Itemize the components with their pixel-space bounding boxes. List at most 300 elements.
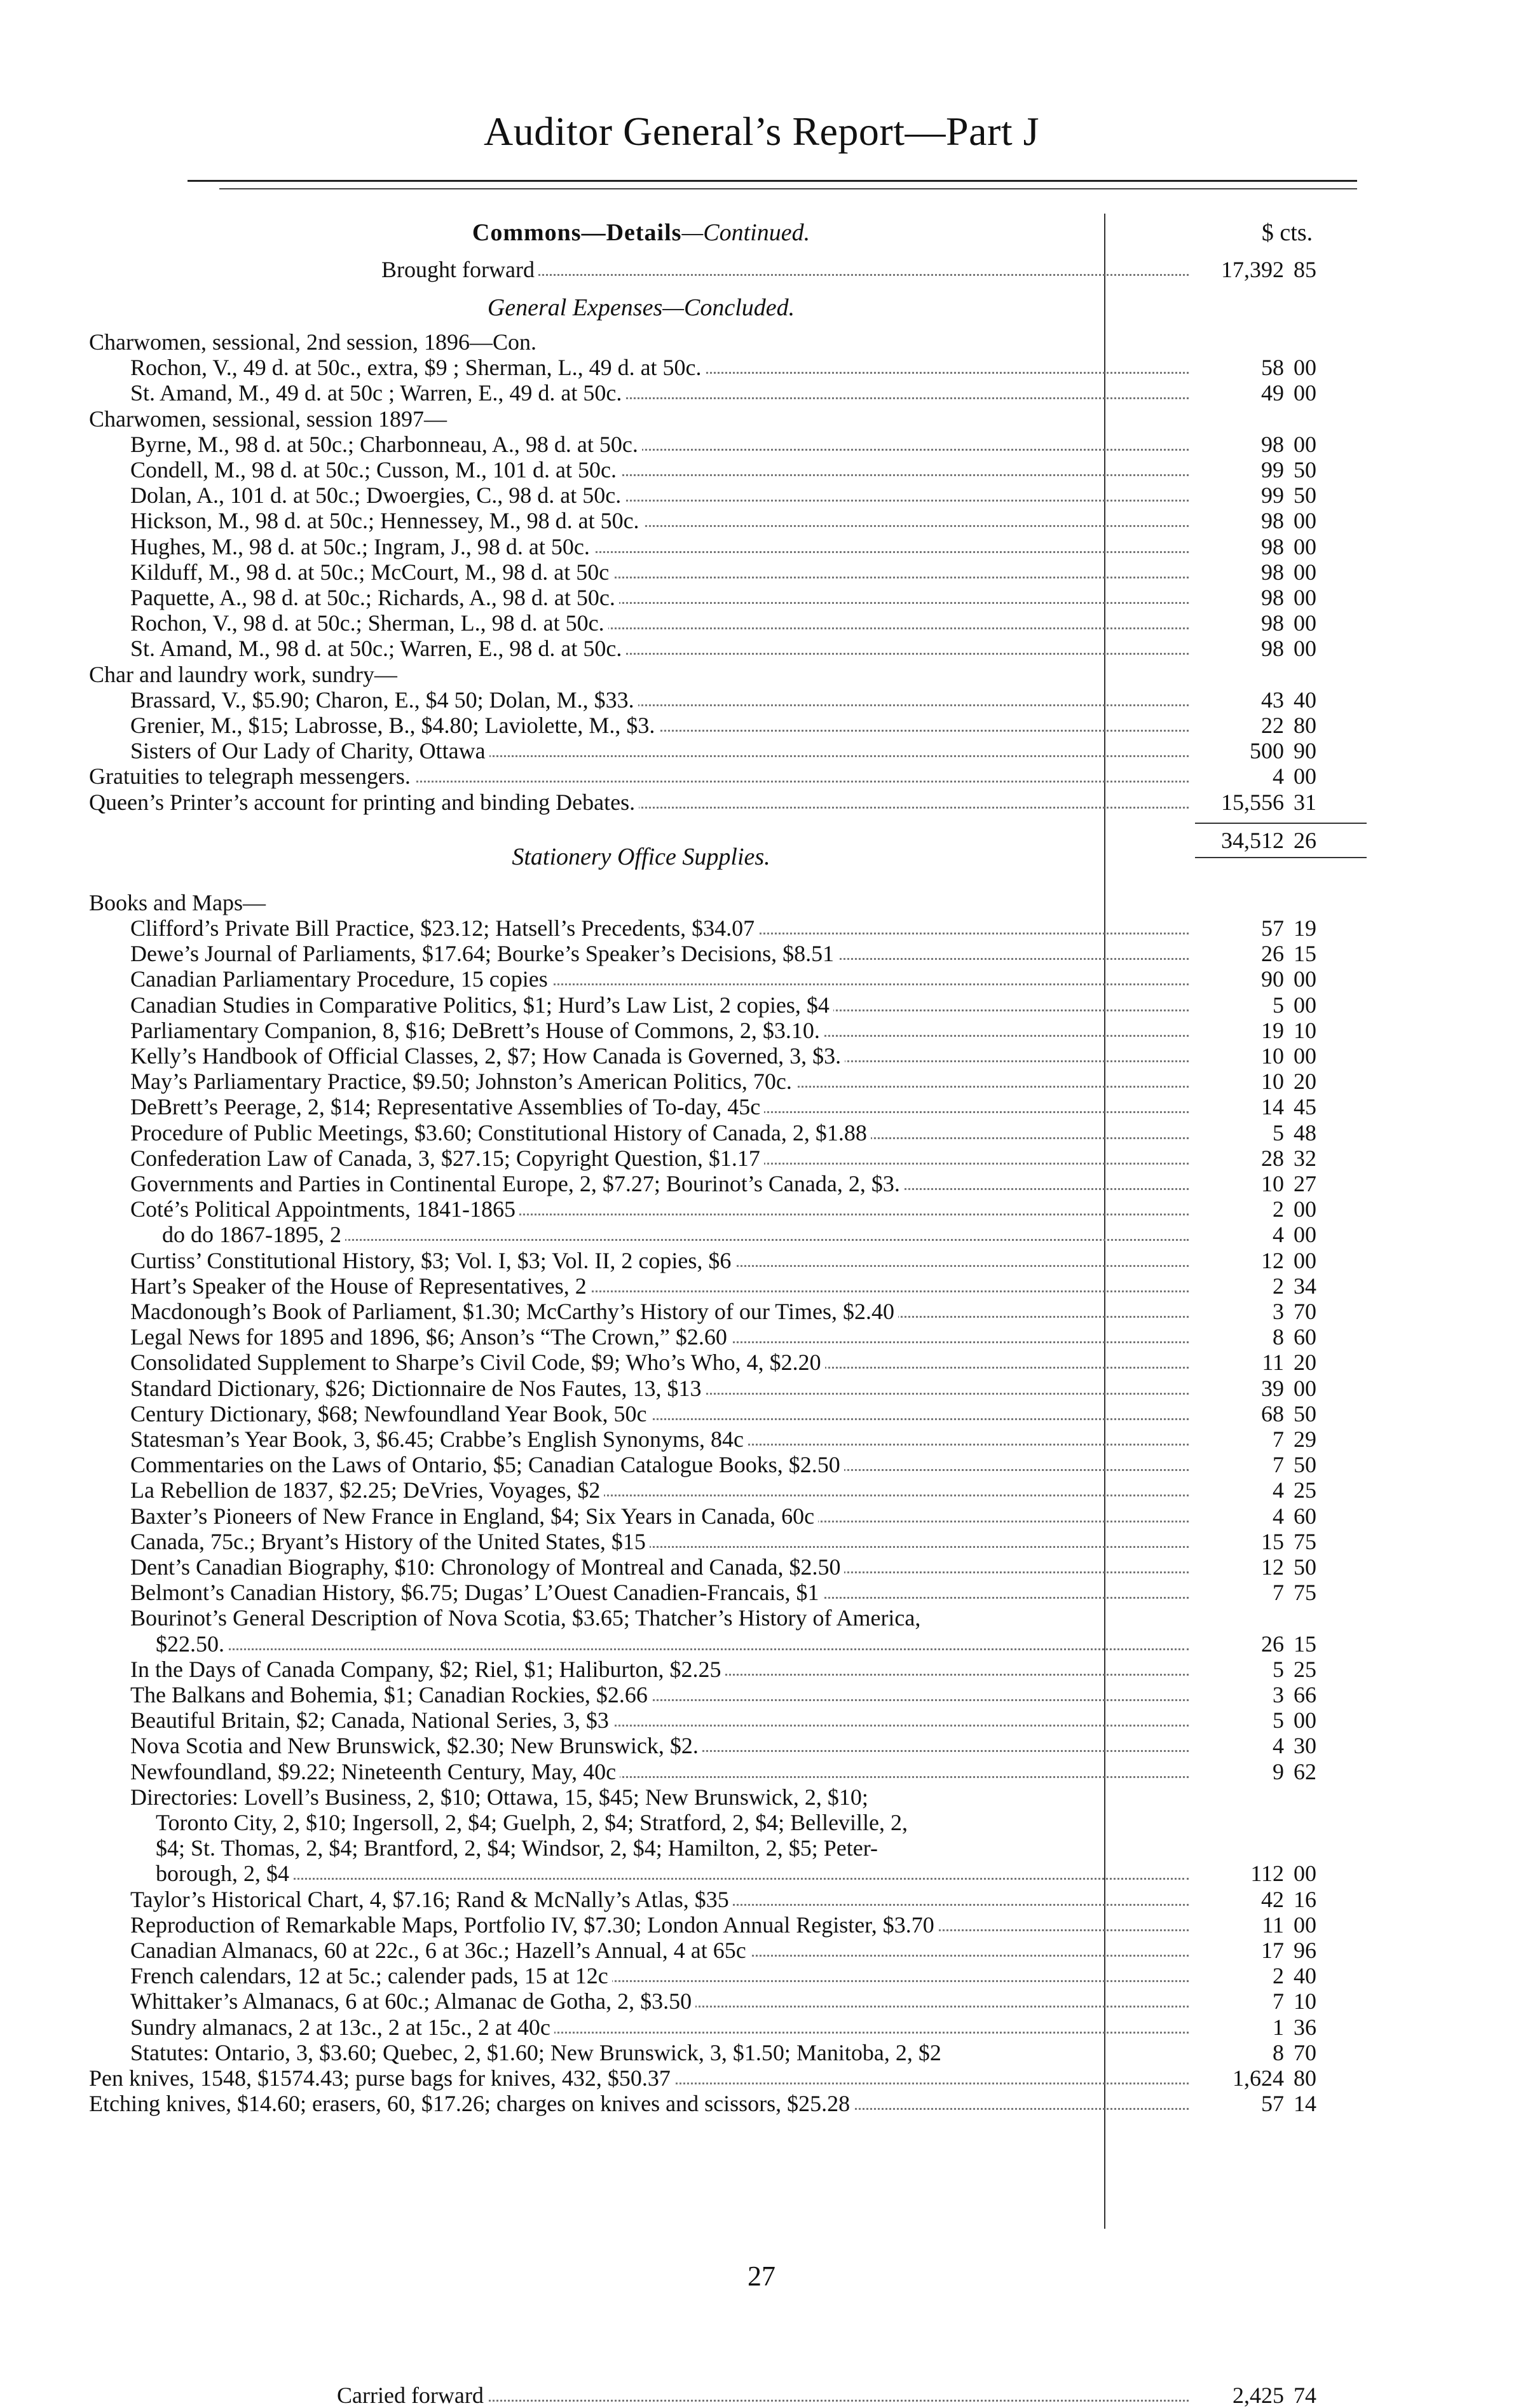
entry-text: Dent’s Canadian Biography, $10: Chronology of Montreal and Canada, $2.50 xyxy=(130,1554,844,1580)
ledger-row xyxy=(89,508,1367,533)
amount-cents: 25 xyxy=(1294,1477,1316,1503)
entry-description xyxy=(130,2015,1189,2040)
entry-text: $4; St. Thomas, 2, $4; Brantford, 2, $4; Windsor, 2, $4; Hamilton, 2, $5; Peter- xyxy=(156,1835,882,1861)
amount-cents: 00 xyxy=(1294,1196,1316,1222)
amount-cents: 00 xyxy=(1294,1707,1316,1734)
entry-description xyxy=(130,941,1189,966)
entry-text: Century Dictionary, $68; Newfoundland Year Book, 50c xyxy=(130,1401,651,1426)
amount-cents: 75 xyxy=(1294,1580,1316,1606)
ledger-row xyxy=(89,1426,1367,1452)
amount-dollars: 26 xyxy=(1261,941,1284,967)
entry-text: St. Amand, M., 98 d. at 50c.; Warren, E., 98 d. at 50c. xyxy=(130,636,625,661)
amount-dollars: 4 xyxy=(1273,763,1284,790)
amount-cents: 75 xyxy=(1294,1528,1316,1554)
amount-dollars: 15,556 xyxy=(1221,789,1284,815)
entry-text: Whittaker’s Almanacs, 6 at 60c.; Almanac de Gotha, 2, $3.50 xyxy=(130,1988,695,2014)
amount-cents: 15 xyxy=(1294,1631,1316,1657)
entry-text: Sisters of Our Lady of Charity, Ottawa xyxy=(130,738,489,763)
amount-cents: 00 xyxy=(1294,585,1316,610)
subsection-title: General Expenses—Concluded. xyxy=(487,294,795,321)
section-heading-continued: —Continued. xyxy=(681,219,810,246)
ledger-row xyxy=(89,457,1367,482)
entry-description xyxy=(130,1963,1189,1988)
entry-description xyxy=(130,2040,1189,2065)
entry-description xyxy=(130,1988,1189,2014)
ledger-row xyxy=(89,2065,1367,2091)
entry-description xyxy=(130,1733,1189,1758)
ledger-row xyxy=(89,534,1367,559)
amount-cents: 27 xyxy=(1294,1171,1316,1196)
entry-description xyxy=(130,1376,1189,1401)
entry-description xyxy=(89,790,1189,815)
entry-text: Taylor’s Historical Chart, 4, $7.16; Rand & McNally’s Atlas, $35 xyxy=(130,1887,733,1912)
ledger-row xyxy=(89,1912,1367,1938)
entry-description xyxy=(156,1631,1189,1657)
amount-dollars: 4 xyxy=(1273,1222,1284,1248)
amount-dollars: 9 xyxy=(1273,1758,1284,1784)
ledger-row xyxy=(89,1887,1367,1912)
entry-description xyxy=(130,1069,1189,1094)
entry-text: Confederation Law of Canada, 3, $27.15; Copyright Question, $1.17 xyxy=(130,1146,764,1171)
ledger-row xyxy=(89,1120,1367,1146)
amount-dollars: 5 xyxy=(1273,1707,1284,1734)
amount-cents: 40 xyxy=(1294,1963,1316,1989)
ledger-row xyxy=(89,610,1367,636)
entry-text: Grenier, M., $15; Labrosse, B., $4.80; Laviolette, M., $3. xyxy=(130,713,659,738)
amount-dollars: 99 xyxy=(1261,457,1284,482)
entry-text: Toronto City, 2, $10; Ingersoll, 2, $4; Guelph, 2, $4; Stratford, 2, $4; Belleville, 2, xyxy=(156,1810,912,1835)
amount-dollars: 98 xyxy=(1261,636,1284,662)
entry-description xyxy=(130,1401,1189,1426)
entry-text: French calendars, 12 at 5c.; calender pads, 15 at 12c xyxy=(130,1963,612,1988)
entry-text: Hughes, M., 98 d. at 50c.; Ingram, J., 98 d. at 50c. xyxy=(130,534,594,559)
ledger-row xyxy=(89,1273,1367,1299)
amount-cents: 00 xyxy=(1294,508,1316,534)
amount-dollars: 7 xyxy=(1273,1988,1284,2015)
amount-dollars: 98 xyxy=(1261,533,1284,559)
entry-text: Coté’s Political Appointments, 1841-1865 xyxy=(130,1196,519,1222)
entry-description xyxy=(130,1426,1189,1452)
entry-text: Hickson, M., 98 d. at 50c.; Hennessey, M., 98 d. at 50c. xyxy=(130,508,643,533)
entry-text: Commentaries on the Laws of Ontario, $5; Canadian Catalogue Books, $2.50 xyxy=(130,1452,844,1477)
entry-description xyxy=(130,1324,1189,1350)
entry-text: borough, 2, $4 xyxy=(156,1861,293,1886)
amount-cents: 29 xyxy=(1294,1426,1316,1452)
ledger-row xyxy=(89,1784,1367,1810)
amount-dollars: 17 xyxy=(1261,1938,1284,1963)
page-number: 27 xyxy=(748,2261,775,2292)
entry-description xyxy=(130,1887,1189,1912)
ledger-row xyxy=(89,992,1367,1018)
entry-text: $22.50. xyxy=(156,1631,228,1657)
amount-dollars: 2,425 xyxy=(1233,2383,1284,2408)
entry-text: Consolidated Supplement to Sharpe’s Civil Code, $9; Who’s Who, 4, $2.20 xyxy=(130,1350,825,1375)
entry-description xyxy=(130,610,1189,636)
entry-text: Clifford’s Private Bill Practice, $23.12; Hatsell’s Precedents, $34.07 xyxy=(130,915,758,941)
amount-cents: 00 xyxy=(1294,763,1316,790)
entry-description xyxy=(130,534,1189,559)
ledger-row xyxy=(89,1324,1367,1350)
entry-description xyxy=(130,1146,1189,1171)
amount-dollars: 26 xyxy=(1261,1631,1284,1657)
amount-dollars: 7 xyxy=(1273,1580,1284,1606)
entry-text: St. Amand, M., 49 d. at 50c ; Warren, E., 49 d. at 50c. xyxy=(130,380,625,406)
entry-text: Byrne, M., 98 d. at 50c.; Charbonneau, A., 98 d. at 50c. xyxy=(130,432,642,457)
amount-dollars: 99 xyxy=(1261,482,1284,509)
amount-dollars: 3 xyxy=(1273,1682,1284,1707)
entry-text: Nova Scotia and New Brunswick, $2.30; New Brunswick, $2. xyxy=(130,1733,702,1758)
entry-text: Governments and Parties in Continental Europe, 2, $7.27; Bourinot’s Canada, 2, $3. xyxy=(130,1171,904,1196)
amount-dollars: 2 xyxy=(1273,1196,1284,1222)
ledger-row xyxy=(89,1018,1367,1043)
entry-text: Rochon, V., 49 d. at 50c., extra, $9 ; Sherman, L., 49 d. at 50c. xyxy=(130,355,706,380)
ledger-row xyxy=(89,1248,1367,1273)
amount-dollars: 98 xyxy=(1261,431,1284,457)
entry-description xyxy=(130,1299,1189,1324)
ledger-row xyxy=(89,1350,1367,1375)
entry-text: Reproduction of Remarkable Maps, Portfolio IV, $7.30; London Annual Register, $3.70 xyxy=(130,1912,938,1938)
amount-dollars: 1 xyxy=(1273,2014,1284,2040)
amount-cents: 10 xyxy=(1294,1017,1316,1043)
entry-text: Statutes: Ontario, 3, $3.60; Quebec, 2, $1.60; New Brunswick, 3, $1.50; Manitoba, 2, $2 xyxy=(130,2040,945,2065)
amount-cents: 00 xyxy=(1294,1247,1316,1273)
ledger-row xyxy=(89,2015,1367,2040)
entry-text: Sundry almanacs, 2 at 13c., 2 at 15c., 2 at 40c xyxy=(130,2015,554,2040)
entry-description xyxy=(130,1707,1189,1733)
amount-dollars: 500 xyxy=(1250,738,1284,764)
entry-description xyxy=(89,406,1189,432)
ledger-row xyxy=(89,1707,1367,1733)
amount-cents: 85 xyxy=(1294,257,1316,282)
ledger-row xyxy=(89,329,1367,355)
entry-text: Etching knives, $14.60; erasers, 60, $17.26; charges on knives and scissors, $25.28 xyxy=(89,2091,854,2116)
ledger-row xyxy=(89,915,1367,941)
ledger-row xyxy=(89,2383,1367,2408)
amount-dollars: 68 xyxy=(1261,1400,1284,1426)
entry-text: Rochon, V., 98 d. at 50c.; Sherman, L., 98 d. at 50c. xyxy=(130,610,608,636)
amount-dollars: 14 xyxy=(1261,1094,1284,1120)
ledger-row xyxy=(89,1196,1367,1222)
ledger-row xyxy=(89,1529,1367,1554)
amount-dollars: 42 xyxy=(1261,1886,1284,1912)
amount-dollars: 22 xyxy=(1261,713,1284,738)
entry-description xyxy=(130,1938,1189,1963)
entry-description xyxy=(130,1350,1189,1375)
ledger-row xyxy=(89,662,1367,687)
ledger-row xyxy=(89,1835,1367,1861)
amount-dollars: 11 xyxy=(1262,1350,1284,1376)
entry-description xyxy=(130,1248,1189,1273)
amount-dollars: 34,512 xyxy=(1221,827,1284,853)
entry-text: Macdonough’s Book of Parliament, $1.30; McCarthy’s History of our Times, $2.40 xyxy=(130,1299,898,1324)
entry-description xyxy=(337,2383,1189,2408)
ledger-row xyxy=(89,1477,1367,1503)
ledger-row xyxy=(89,1657,1367,1682)
amount-cents: 19 xyxy=(1294,915,1316,941)
amount-cents: 00 xyxy=(1294,380,1316,406)
entry-description xyxy=(130,559,1189,585)
amount-dollars: 10 xyxy=(1261,1171,1284,1196)
entry-text: Brassard, V., $5.90; Charon, E., $4 50; Dolan, M., $33. xyxy=(130,687,638,713)
entry-description xyxy=(130,738,1189,763)
entry-description xyxy=(89,329,1189,355)
amount-cents: 00 xyxy=(1294,559,1316,585)
ledger-row xyxy=(89,432,1367,457)
amount-cents: 00 xyxy=(1294,966,1316,992)
amount-dollars: 7 xyxy=(1273,1426,1284,1452)
amount-cents: 50 xyxy=(1294,1452,1316,1478)
amount-cents: 00 xyxy=(1294,355,1316,381)
ledger-row xyxy=(89,1299,1367,1324)
ledger-row xyxy=(89,636,1367,661)
amount-dollars: 57 xyxy=(1261,915,1284,941)
amount-cents: 25 xyxy=(1294,1656,1316,1682)
entry-description xyxy=(130,380,1189,406)
ledger-row xyxy=(89,1503,1367,1529)
entry-description xyxy=(130,1273,1189,1299)
entry-text: Charwomen, sessional, session 1897— xyxy=(89,406,451,432)
amount-cents: 40 xyxy=(1294,687,1316,713)
ledger-row xyxy=(89,1094,1367,1119)
amount-dollars: 7 xyxy=(1273,1452,1284,1478)
amount-dollars: 10 xyxy=(1261,1043,1284,1069)
amount-dollars: 112 xyxy=(1250,1861,1284,1887)
entry-text: Beautiful Britain, $2; Canada, National Series, 3, $3 xyxy=(130,1707,613,1733)
entry-description xyxy=(130,1094,1189,1119)
entry-text: Procedure of Public Meetings, $3.60; Constitutional History of Canada, 2, $1.88 xyxy=(130,1120,871,1146)
amount-dollars: 58 xyxy=(1261,355,1284,381)
entry-text: May’s Parliamentary Practice, $9.50; Johnston’s American Politics, 70c. xyxy=(130,1069,796,1094)
entry-text: Kilduff, M., 98 d. at 50c.; McCourt, M., 98 d. at 50c xyxy=(130,559,613,585)
amount-cents: 60 xyxy=(1294,1324,1316,1350)
entry-description xyxy=(130,1784,1189,1810)
entry-text: Books and Maps— xyxy=(89,890,270,915)
amount-cents: 15 xyxy=(1294,941,1316,967)
entry-text: La Rebellion de 1837, $2.25; DeVries, Voyages, $2 xyxy=(130,1477,604,1503)
amount-dollars: 90 xyxy=(1261,966,1284,992)
entry-text: Queen’s Printer’s account for printing and binding Debates. xyxy=(89,790,639,815)
amount-dollars: 49 xyxy=(1261,380,1284,406)
amount-dollars: 98 xyxy=(1261,508,1284,534)
entry-text: Dewe’s Journal of Parliaments, $17.64; Bourke’s Speaker’s Decisions, $8.51 xyxy=(130,941,838,966)
entry-description xyxy=(130,1605,1189,1631)
entry-text: Dolan, A., 101 d. at 50c.; Dwoergies, C., 98 d. at 50c. xyxy=(130,482,625,508)
entry-text: Canadian Parliamentary Procedure, 15 copies xyxy=(130,966,552,992)
ledger-row xyxy=(89,1043,1367,1069)
entry-description xyxy=(156,1861,1189,1886)
entry-text: Canada, 75c.; Bryant’s History of the United States, $15 xyxy=(130,1529,650,1554)
entry-text: In the Days of Canada Company, $2; Riel, $1; Haliburton, $2.25 xyxy=(130,1657,725,1682)
amount-dollars: 4 xyxy=(1273,1477,1284,1503)
section-heading-main: Commons—Details xyxy=(472,219,682,246)
amount-dollars: 12 xyxy=(1261,1554,1284,1580)
entry-description xyxy=(130,1912,1189,1938)
ledger-row xyxy=(89,890,1367,915)
amount-cents: 50 xyxy=(1294,1400,1316,1426)
amount-cents: 00 xyxy=(1294,533,1316,559)
ledger-row xyxy=(89,966,1367,992)
amount-dollars: 2 xyxy=(1273,1273,1284,1299)
entry-description xyxy=(130,1657,1189,1682)
amount-cents: 20 xyxy=(1294,1350,1316,1376)
ledger-row xyxy=(89,1759,1367,1784)
amount-dollars: 57 xyxy=(1261,2091,1284,2117)
ledger-row xyxy=(89,738,1367,763)
entry-text: Directories: Lovell’s Business, 2, $10; Ottawa, 15, $45; New Brunswick, 2, $10; xyxy=(130,1784,872,1810)
amount-dollars: 5 xyxy=(1273,1656,1284,1682)
entry-description xyxy=(130,966,1189,992)
amount-dollars: 2 xyxy=(1273,1963,1284,1989)
amount-cents: 50 xyxy=(1294,482,1316,509)
amount-cents: 00 xyxy=(1294,992,1316,1018)
amount-cents: 45 xyxy=(1294,1094,1316,1120)
entry-description xyxy=(130,585,1189,610)
entry-description xyxy=(130,1452,1189,1477)
ledger-row xyxy=(89,257,1367,282)
amount-cents: 50 xyxy=(1294,457,1316,482)
entry-text: Charwomen, sessional, 2nd session, 1896—Con. xyxy=(89,329,540,355)
entry-text: Brought forward xyxy=(381,257,538,282)
ledger-row xyxy=(89,1146,1367,1171)
entry-description xyxy=(89,662,1189,687)
ledger-row xyxy=(89,559,1367,585)
amount-cents: 50 xyxy=(1294,1554,1316,1580)
entry-description xyxy=(130,1554,1189,1580)
entry-text: Canadian Almanacs, 60 at 22c., 6 at 36c.; Hazell’s Annual, 4 at 65c xyxy=(130,1938,750,1963)
ledger-row xyxy=(89,2040,1367,2065)
currency-heading: $ cts. xyxy=(1261,219,1313,246)
amount-cents: 60 xyxy=(1294,1503,1316,1529)
amount-cents: 14 xyxy=(1294,2091,1316,2117)
amount-cents: 00 xyxy=(1294,610,1316,636)
entry-text: DeBrett’s Peerage, 2, $14; Representative Assemblies of To-day, 45c xyxy=(130,1094,764,1119)
entry-description xyxy=(130,1043,1189,1069)
amount-cents: 90 xyxy=(1294,738,1316,764)
ledger-row xyxy=(89,406,1367,432)
entry-description xyxy=(89,828,1189,853)
amount-cents: 20 xyxy=(1294,1069,1316,1095)
entry-description xyxy=(162,1222,1189,1247)
amount-cents: 26 xyxy=(1294,827,1316,853)
amount-cents: 00 xyxy=(1294,636,1316,662)
entry-text: Curtiss’ Constitutional History, $3; Vol. I, $3; Vol. II, 2 copies, $6 xyxy=(130,1248,735,1273)
amount-cents: 80 xyxy=(1294,2065,1316,2091)
ledger-row xyxy=(89,380,1367,406)
amount-dollars: 5 xyxy=(1273,992,1284,1018)
ledger-row xyxy=(89,1222,1367,1247)
entry-description xyxy=(130,1529,1189,1554)
amount-cents: 00 xyxy=(1294,1861,1316,1887)
amount-dollars: 3 xyxy=(1273,1299,1284,1324)
entry-description xyxy=(156,1835,1189,1861)
entry-description xyxy=(89,890,1189,915)
entry-text: Bourinot’s General Description of Nova Scotia, $3.65; Thatcher’s History of America, xyxy=(130,1605,924,1631)
entry-text: Gratuities to telegraph messengers. xyxy=(89,763,414,789)
amount-dollars: 28 xyxy=(1261,1145,1284,1171)
ledger-row xyxy=(89,482,1367,508)
entry-description xyxy=(130,457,1189,482)
ledger-row xyxy=(89,1580,1367,1605)
entry-text: do do 1867-1895, 2 xyxy=(162,1222,345,1247)
entry-description xyxy=(89,763,1189,789)
entry-description xyxy=(130,1503,1189,1529)
entry-description xyxy=(130,1682,1189,1707)
entry-description xyxy=(130,915,1189,941)
amount-dollars: 19 xyxy=(1261,1017,1284,1043)
ledger-row xyxy=(89,1069,1367,1094)
amount-cents: 00 xyxy=(1294,1375,1316,1401)
ledger-row xyxy=(89,1810,1367,1835)
entry-description xyxy=(130,992,1189,1018)
amount-cents: 30 xyxy=(1294,1733,1316,1759)
amount-dollars: 43 xyxy=(1261,687,1284,713)
amount-dollars: 5 xyxy=(1273,1119,1284,1146)
ledger-row xyxy=(89,941,1367,966)
entry-description xyxy=(89,2065,1189,2091)
entry-text: Baxter’s Pioneers of New France in England, $4; Six Years in Canada, 60c xyxy=(130,1503,818,1529)
entry-description xyxy=(130,1196,1189,1222)
amount-dollars: 98 xyxy=(1261,610,1284,636)
amount-cents: 00 xyxy=(1294,1222,1316,1248)
entry-text: Pen knives, 1548, $1574.43; purse bags for knives, 432, $50.37 xyxy=(89,2065,674,2091)
ledger-row xyxy=(89,1963,1367,1988)
amount-dollars: 98 xyxy=(1261,585,1284,610)
section-heading xyxy=(89,216,1193,249)
ledger-row xyxy=(89,1452,1367,1477)
entry-description xyxy=(130,482,1189,508)
ledger-row xyxy=(89,1376,1367,1401)
header-rule-secondary xyxy=(219,188,1357,189)
entry-text: Char and laundry work, sundry— xyxy=(89,662,401,687)
entry-text: Belmont’s Canadian History, $6.75; Dugas’ L’Ouest Canadien-Francais, $1 xyxy=(130,1580,823,1605)
amount-dollars: 39 xyxy=(1261,1375,1284,1401)
ledger-row xyxy=(89,1861,1367,1886)
ledger-row xyxy=(89,585,1367,610)
entry-description xyxy=(130,1018,1189,1043)
entry-description xyxy=(381,257,1189,282)
amount-cents: 00 xyxy=(1294,1912,1316,1938)
amount-cents: 80 xyxy=(1294,713,1316,738)
amount-cents: 16 xyxy=(1294,1886,1316,1912)
entry-description xyxy=(130,355,1189,380)
entry-description xyxy=(130,432,1189,457)
amount-cents: 32 xyxy=(1294,1145,1316,1171)
entry-text: Legal News for 1895 and 1896, $6; Anson’s “The Crown,” $2.60 xyxy=(130,1324,731,1350)
ledger-row xyxy=(89,1631,1367,1657)
amount-cents: 62 xyxy=(1294,1758,1316,1784)
entry-description xyxy=(130,508,1189,533)
amount-dollars: 1,624 xyxy=(1233,2065,1284,2091)
ledger-row xyxy=(89,828,1367,853)
ledger-row xyxy=(89,2091,1367,2116)
amount-cents: 00 xyxy=(1294,431,1316,457)
amount-dollars: 11 xyxy=(1262,1912,1284,1938)
amount-cents: 31 xyxy=(1294,789,1316,815)
entry-description xyxy=(130,713,1189,738)
entry-description xyxy=(130,1759,1189,1784)
entry-description xyxy=(130,1120,1189,1146)
entry-text xyxy=(89,828,93,853)
entry-text: The Balkans and Bohemia, $1; Canadian Rockies, $2.66 xyxy=(130,1682,652,1707)
amount-cents: 96 xyxy=(1294,1938,1316,1963)
entry-description xyxy=(130,1477,1189,1503)
ledger-row xyxy=(89,763,1367,789)
header-rule xyxy=(188,180,1357,182)
subsection-heading-general-expenses xyxy=(89,291,1193,324)
amount-dollars: 8 xyxy=(1273,2039,1284,2065)
entry-text: Statesman’s Year Book, 3, $6.45; Crabbe’s English Synonyms, 84c xyxy=(130,1426,748,1452)
entry-description xyxy=(156,1810,1189,1835)
